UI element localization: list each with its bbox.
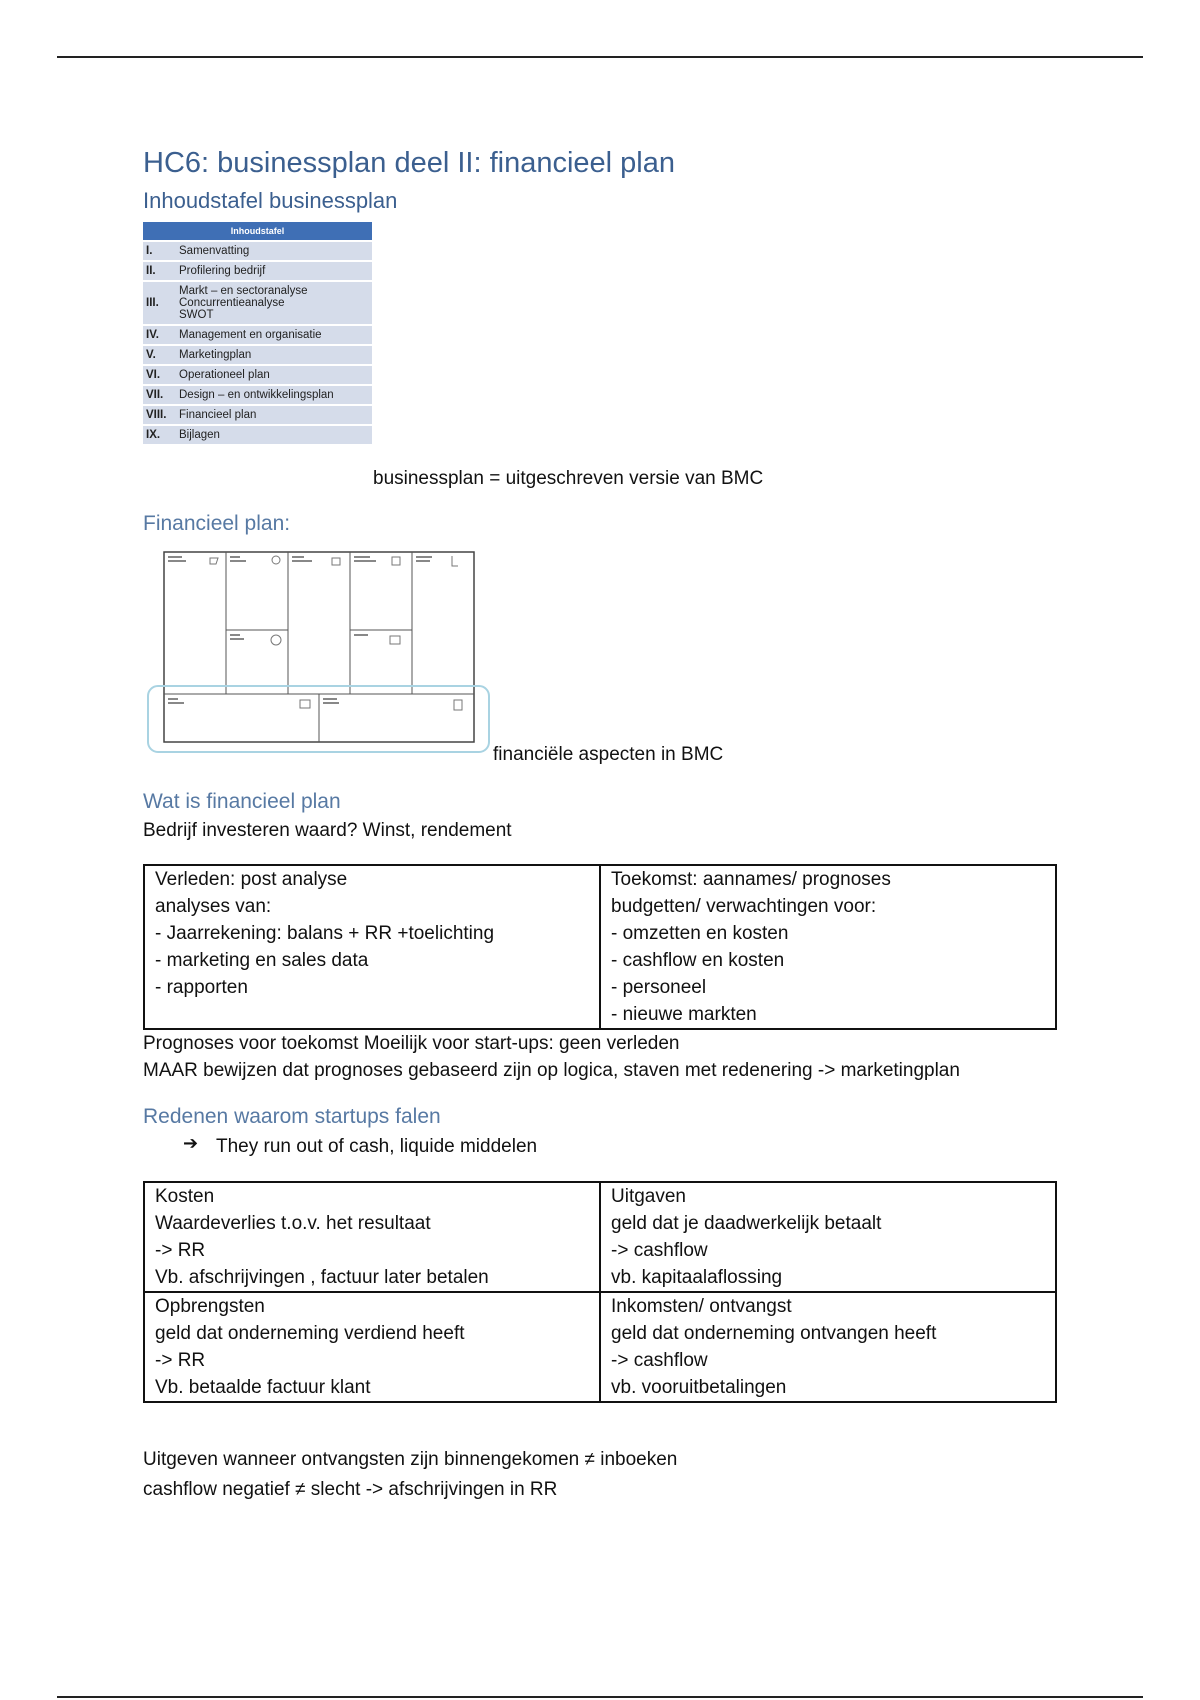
toc-row-number: II. [146, 265, 156, 277]
redenen-bullet: They run out of cash, liquide middelen [216, 1136, 538, 1157]
top-rule [57, 56, 1143, 58]
toc-table-header: Inhoudstafel [143, 222, 372, 240]
table-row [144, 1182, 1056, 1292]
toc-table [143, 222, 372, 444]
toc-row [143, 384, 372, 404]
toc-row-text [179, 389, 372, 401]
cell-line: Vb. betaalde factuur klant [155, 1377, 371, 1398]
toc-row [143, 424, 372, 444]
cell-line: Kosten [155, 1186, 215, 1207]
toc-row-number: VIII. [146, 409, 167, 421]
toc-row-line: Bijlagen [179, 429, 220, 441]
toc-row-text [179, 429, 372, 441]
toc-row-line: Design – en ontwikkelingsplan [179, 389, 334, 401]
toc-row [143, 324, 372, 344]
cell-line: -> RR [155, 1240, 206, 1261]
bottom-rule [57, 1696, 1143, 1698]
cell-line: analyses van: [155, 896, 272, 917]
cell-line: - Jaarrekening: balans + RR +toelichting [155, 923, 495, 944]
toc-row-line: Markt – en sectoranalyse [179, 285, 308, 297]
cell-line: vb. vooruitbetalingen [611, 1377, 787, 1398]
kosten-uitgaven-table [143, 1181, 1057, 1403]
verleden-toekomst-table [143, 864, 1057, 1030]
toc-row [143, 404, 372, 424]
cell-line: -> cashflow [611, 1240, 708, 1261]
toc-row [143, 280, 372, 324]
toc-row-text [179, 369, 372, 381]
toc-row-line: Marketingplan [179, 349, 252, 361]
cell-line: - nieuwe markten [611, 1004, 757, 1025]
bmc-figure [146, 548, 492, 758]
toc-row-number: VII. [146, 389, 164, 401]
toc-row-number: IX. [146, 429, 161, 441]
right-arrow-icon: ➔ [183, 1133, 199, 1153]
cell-line: geld dat onderneming verdiend heeft [155, 1323, 465, 1344]
toc-rows [143, 240, 372, 444]
toc-row-line: Operationeel plan [179, 369, 270, 381]
toc-row-text [179, 329, 372, 341]
toc-row-line: SWOT [179, 309, 214, 321]
toc-caption: businessplan = uitgeschreven versie van BMC [373, 468, 764, 489]
cell-line: Uitgaven [611, 1186, 686, 1207]
cell-line: -> RR [155, 1350, 206, 1371]
toc-row-line: Financieel plan [179, 409, 257, 421]
toc-row [143, 344, 372, 364]
cell-line: Inkomsten/ ontvangst [611, 1296, 792, 1317]
wat-heading: Wat is financieel plan [143, 790, 341, 813]
cell-line: - marketing en sales data [155, 950, 369, 971]
cell-line: budgetten/ verwachtingen voor: [611, 896, 877, 917]
bmc-caption: financiële aspecten in BMC [493, 744, 724, 765]
toekomst-cell [600, 865, 1056, 1029]
toc-row-line: Profilering bedrijf [179, 265, 266, 277]
table-cell-right [600, 1292, 1056, 1402]
toc-row-number: VI. [146, 369, 161, 381]
toc-row [143, 364, 372, 384]
toc-row-number: IV. [146, 329, 160, 341]
cell-line: vb. kapitaalaflossing [611, 1267, 783, 1288]
cell-line: Opbrengsten [155, 1296, 265, 1317]
bmc-canvas-image [146, 548, 492, 758]
closing-line-1: Uitgeven wanneer ontvangsten zijn binnengekomen ≠ inboeken [143, 1449, 678, 1470]
cell-line: - omzetten en kosten [611, 923, 789, 944]
cell-line: -> cashflow [611, 1350, 708, 1371]
toc-row-number: V. [146, 349, 156, 361]
cell-line: Waardeverlies t.o.v. het resultaat [155, 1213, 431, 1234]
redenen-heading: Redenen waarom startups falen [143, 1105, 441, 1128]
wat-intro: Bedrijf investeren waard? Winst, rendement [143, 820, 512, 841]
cell-line: Vb. afschrijvingen , factuur later betalen [155, 1267, 489, 1288]
table-cell-right [600, 1182, 1056, 1292]
page-title: HC6: businessplan deel II: financieel plan [143, 147, 675, 179]
toc-row-line: Samenvatting [179, 245, 250, 257]
toc-row-line: Concurrentieanalyse [179, 297, 285, 309]
table-row [144, 1292, 1056, 1402]
cell-line: Verleden: post analyse [155, 869, 348, 890]
toc-heading: Inhoudstafel businessplan [143, 188, 398, 213]
toc-row-text [179, 409, 372, 421]
cell-line: - personeel [611, 977, 707, 998]
table-cell-left [144, 1292, 600, 1402]
toc-row-text [179, 285, 372, 321]
table-row [144, 865, 1056, 1029]
toc-row [143, 240, 372, 260]
after-line-1: Prognoses voor toekomst Moeilijk voor start-ups: geen verleden [143, 1033, 680, 1054]
toc-row-line: Management en organisatie [179, 329, 322, 341]
verleden-cell [144, 865, 600, 1029]
cell-line: - cashflow en kosten [611, 950, 785, 971]
toc-row-text [179, 349, 372, 361]
toc-row-text [179, 265, 372, 277]
toc-row-number: III. [146, 297, 159, 309]
closing-line-2: cashflow negatief ≠ slecht -> afschrijvingen in RR [143, 1479, 558, 1500]
financieel-heading: Financieel plan: [143, 512, 291, 535]
toc-row [143, 260, 372, 280]
cell-line: - rapporten [155, 977, 248, 998]
toc-row-number: I. [146, 245, 153, 257]
cell-line: geld dat onderneming ontvangen heeft [611, 1323, 937, 1344]
after-line-2: MAAR bewijzen dat prognoses gebaseerd zijn op logica, staven met redenering -> marketingplan [143, 1060, 960, 1081]
cell-line: geld dat je daadwerkelijk betaalt [611, 1213, 882, 1234]
cell-line: Toekomst: aannames/ prognoses [611, 869, 891, 890]
toc-row-text [179, 245, 372, 257]
table-cell-left [144, 1182, 600, 1292]
